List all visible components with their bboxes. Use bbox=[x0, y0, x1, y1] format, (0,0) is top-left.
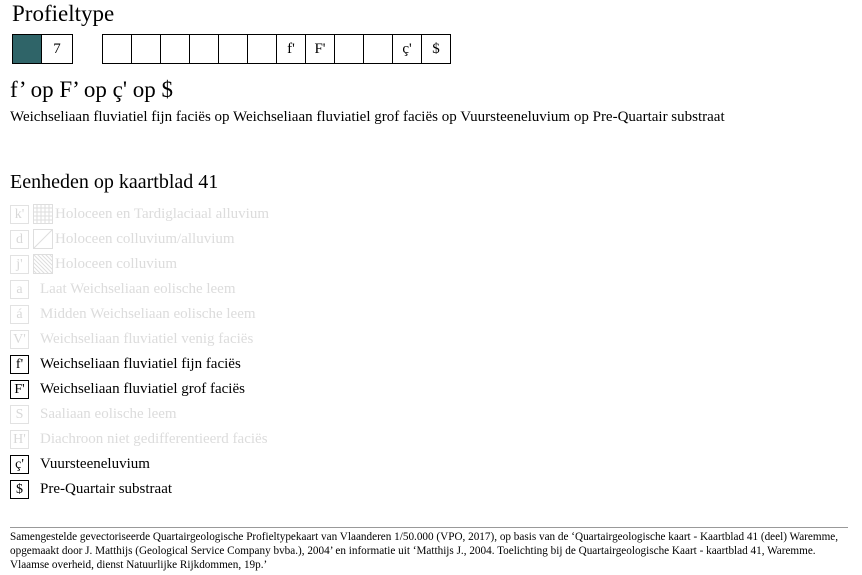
unit-label: Pre-Quartair substraat bbox=[40, 481, 173, 497]
profile-layer-cell bbox=[334, 34, 364, 64]
profile-layer-cell: f' bbox=[276, 34, 306, 64]
unit-label: Laat Weichseliaan eolische leem bbox=[40, 281, 236, 297]
unit-symbol-box: á bbox=[10, 305, 29, 324]
unit-label: Weichseliaan fluviatiel fijn faciës bbox=[40, 356, 241, 372]
profile-layer-cell bbox=[160, 34, 190, 64]
legend-item bbox=[10, 453, 150, 475]
unit-label: Holoceen colluvium bbox=[55, 256, 178, 272]
profile-layer-cell bbox=[218, 34, 248, 64]
unit-label: Saaliaan eolische leem bbox=[40, 406, 177, 422]
unit-symbol-box: V' bbox=[10, 330, 29, 349]
legend-item bbox=[10, 253, 177, 275]
page-title: Profieltype bbox=[12, 1, 115, 26]
hatch-pattern-icon bbox=[33, 254, 53, 274]
hatch-pattern-icon bbox=[33, 204, 53, 224]
unit-symbol-box: S bbox=[10, 405, 29, 424]
legend-item bbox=[10, 353, 241, 375]
source-footnote: Samengestelde gevectoriseerde Quartairgeologische Profieltypekaart van Vlaanderen 1/50.000 (VPO, 2017), op basis van de ‘Quartairgeologische kaart - Kaartblad 41 (deel) Waremme, opgemaakt door J. Matthijs (Geological Service Company bvba.), 2004’ en informatie uit ‘Matthijs J., 2004. Toelichting bij de Quartairgeologische Kaart - kaartblad 41, Waremme. Vlaamse overheid, dienst Natuurlijke Rijkdommen, 19p.’ bbox=[10, 531, 839, 571]
unit-label: Vuursteeneluvium bbox=[40, 456, 150, 472]
profile-formula: f’ op F’ op ç' op $ bbox=[10, 77, 173, 102]
profile-layer-cell bbox=[102, 34, 132, 64]
unit-symbol-box: $ bbox=[10, 480, 29, 499]
unit-label: Midden Weichseliaan eolische leem bbox=[40, 306, 256, 322]
legend-item bbox=[10, 303, 256, 325]
profile-layer-cell bbox=[189, 34, 219, 64]
legend-item bbox=[10, 478, 172, 500]
legend-item bbox=[10, 403, 177, 425]
unit-label: Holoceen colluvium/alluvium bbox=[55, 231, 235, 247]
unit-symbol-box: f' bbox=[10, 355, 29, 374]
legend-item bbox=[10, 428, 268, 450]
unit-label: Holoceen en Tardiglaciaal alluvium bbox=[55, 206, 270, 222]
unit-symbol-box: H' bbox=[10, 430, 29, 449]
profile-layer-cell: ç' bbox=[392, 34, 422, 64]
hatch-pattern-icon bbox=[33, 229, 53, 249]
unit-label: Weichseliaan fluviatiel grof faciës bbox=[40, 381, 245, 397]
legend-item bbox=[10, 378, 245, 400]
unit-symbol-box: d bbox=[10, 230, 29, 249]
unit-label: Weichseliaan fluviatiel venig faciës bbox=[40, 331, 254, 347]
footer-divider bbox=[10, 527, 848, 528]
legend-item bbox=[10, 328, 253, 350]
legend-item bbox=[10, 228, 235, 250]
unit-symbol-box: F' bbox=[10, 380, 29, 399]
unit-symbol-box: k' bbox=[10, 205, 29, 224]
profile-layer-cell bbox=[247, 34, 277, 64]
legend-item bbox=[10, 203, 269, 225]
unit-label: Diachroon niet gedifferentieerd faciës bbox=[40, 431, 268, 447]
profile-layer-cell bbox=[363, 34, 393, 64]
profile-layer-cell: $ bbox=[421, 34, 451, 64]
unit-symbol-box: a bbox=[10, 280, 29, 299]
units-heading: Eenheden op kaartblad 41 bbox=[10, 171, 219, 193]
profile-color-swatch bbox=[12, 34, 42, 64]
legend-item bbox=[10, 278, 236, 300]
unit-symbol-box: j' bbox=[10, 255, 29, 274]
profile-layer-cell: F' bbox=[305, 34, 335, 64]
profile-layer-count: 7 bbox=[41, 34, 73, 64]
unit-symbol-box: ç' bbox=[10, 455, 29, 474]
profile-layer-cell bbox=[131, 34, 161, 64]
profile-description: Weichseliaan fluviatiel fijn faciës op Weichseliaan fluviatiel grof faciës op Vuursteeneluvium op Pre-Quartair substraat bbox=[10, 109, 725, 125]
